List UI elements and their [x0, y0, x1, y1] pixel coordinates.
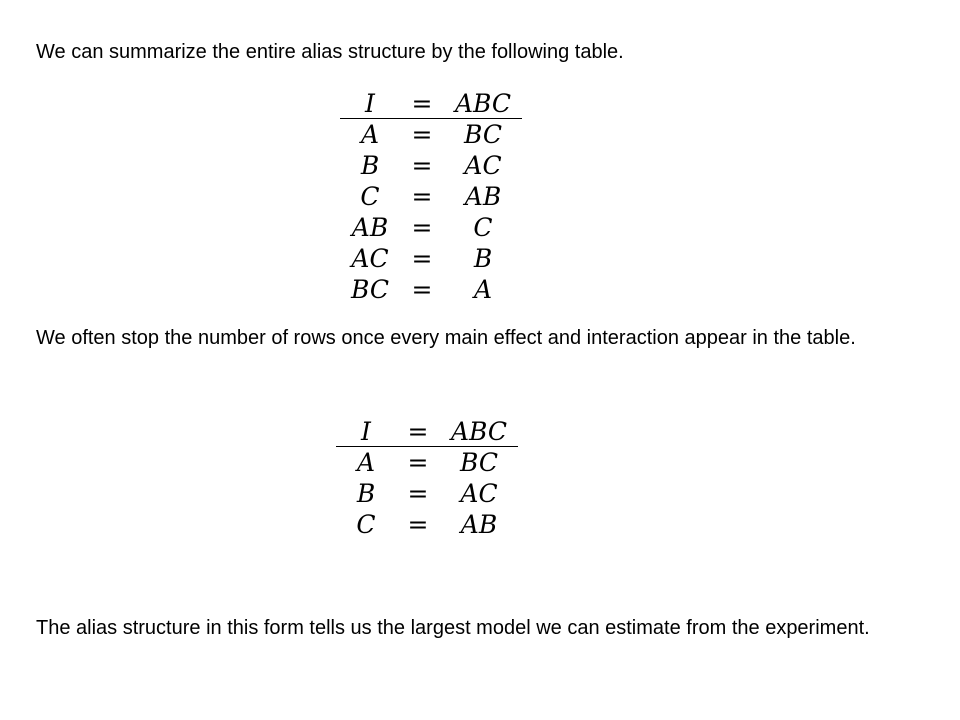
alias-lhs: B	[356, 479, 376, 508]
alias-row	[336, 509, 518, 540]
equals-sign: =	[411, 151, 433, 180]
alias-rhs: ABC	[440, 416, 518, 447]
equals-sign: =	[396, 416, 440, 447]
alias-row	[340, 274, 522, 305]
alias-rhs: AC	[460, 479, 498, 508]
alias-lhs: I	[336, 416, 396, 447]
equals-sign: =	[411, 275, 433, 304]
short-alias-table	[336, 416, 518, 540]
alias-rhs: AB	[464, 182, 502, 211]
alias-lhs: AB	[351, 213, 389, 242]
alias-rhs: B	[473, 244, 493, 273]
alias-row	[336, 447, 518, 479]
alias-rhs: BC	[464, 120, 502, 149]
alias-row	[340, 119, 522, 151]
equals-sign: =	[400, 88, 444, 119]
alias-lhs: C	[356, 510, 376, 539]
alias-lhs: AC	[351, 244, 389, 273]
full-alias-table	[340, 88, 522, 305]
equals-sign: =	[407, 448, 429, 477]
equals-sign: =	[411, 182, 433, 211]
alias-row	[340, 212, 522, 243]
equals-sign: =	[411, 213, 433, 242]
alias-row	[336, 478, 518, 509]
alias-lhs: I	[340, 88, 400, 119]
alias-lhs: A	[356, 448, 376, 477]
closing-text: The alias structure in this form tells us the largest model we can estimate from the experiment.	[36, 617, 870, 639]
alias-table-header	[340, 88, 522, 119]
equals-sign: =	[407, 479, 429, 508]
alias-lhs: C	[360, 182, 380, 211]
alias-rhs: AC	[464, 151, 502, 180]
alias-rhs: A	[473, 275, 493, 304]
alias-rhs: AB	[460, 510, 498, 539]
equals-sign: =	[411, 120, 433, 149]
alias-lhs: B	[360, 151, 380, 180]
alias-rhs: ABC	[444, 88, 522, 119]
alias-rhs: BC	[460, 448, 498, 477]
alias-table-header	[336, 416, 518, 447]
alias-rhs: C	[473, 213, 493, 242]
equals-sign: =	[411, 244, 433, 273]
equals-sign: =	[407, 510, 429, 539]
intro-text: We can summarize the entire alias structure by the following table.	[36, 41, 624, 63]
alias-row	[340, 181, 522, 212]
alias-lhs: A	[360, 120, 380, 149]
alias-row	[340, 243, 522, 274]
alias-lhs: BC	[351, 275, 389, 304]
alias-row	[340, 150, 522, 181]
middle-text: We often stop the number of rows once every main effect and interaction appear in the table.	[36, 327, 856, 349]
